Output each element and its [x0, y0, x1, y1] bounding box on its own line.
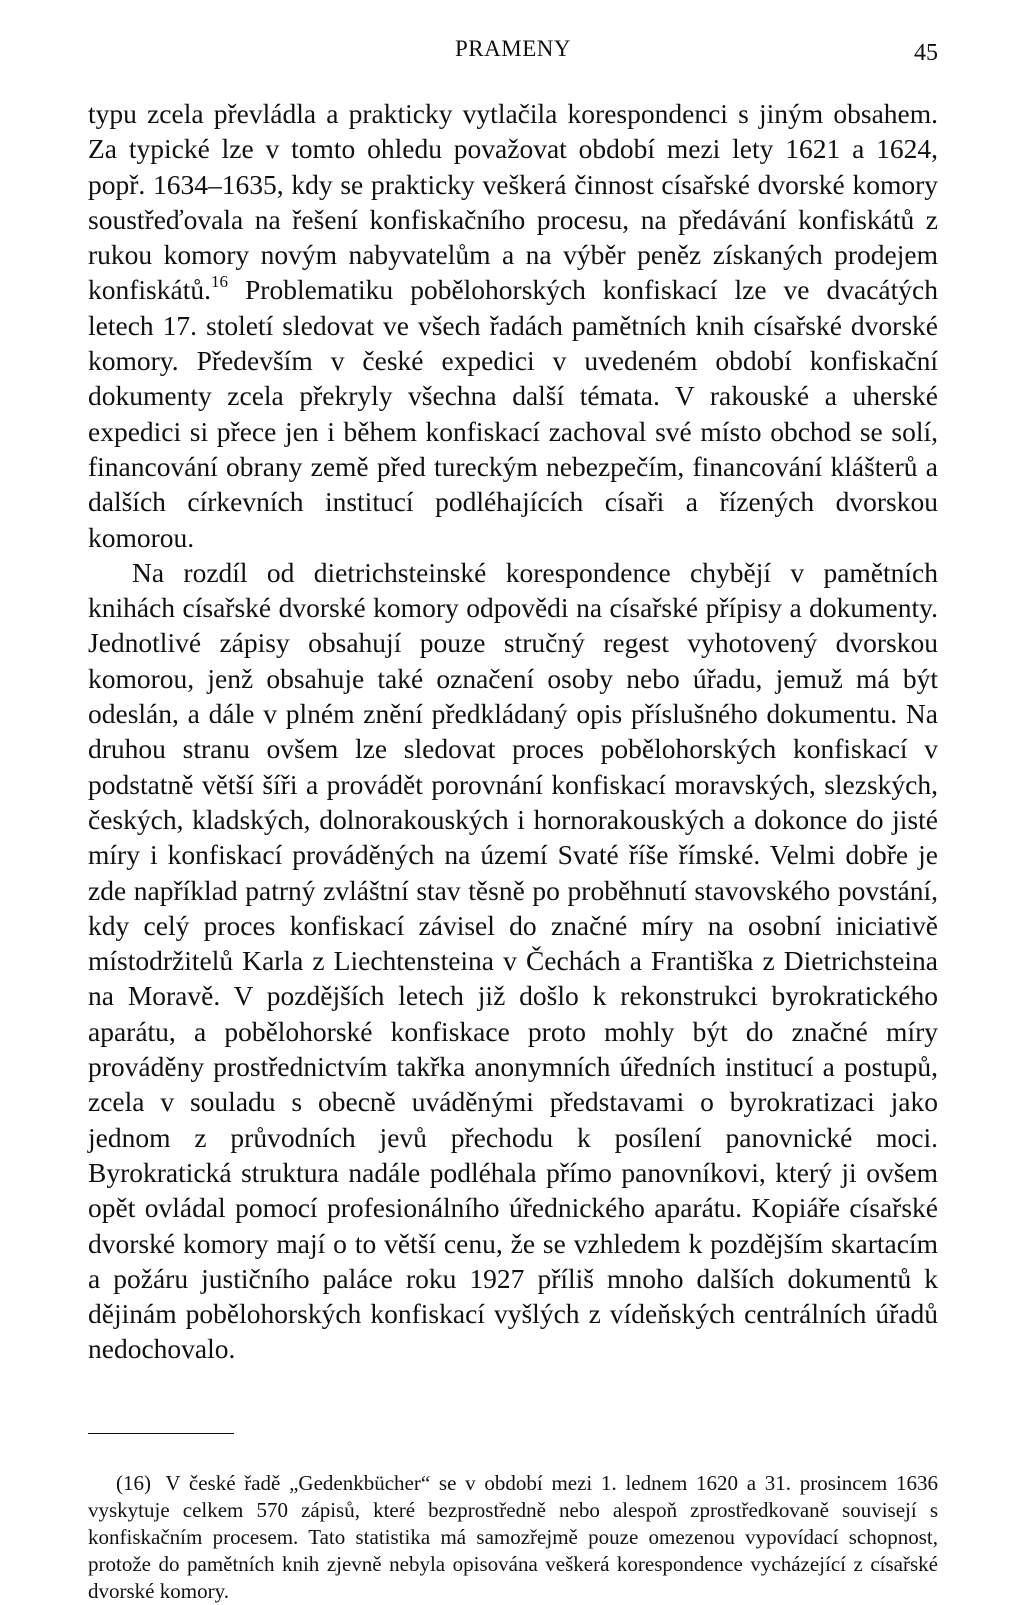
- paragraph-1-text-b: Problematiku pobělohorských konfiskací lze ve dvacátých letech 17. století sledovat ve všech řadách pamětních knih císařské dvorské komory. Především v české expedici v uvedeném období konfiskační dokumenty zcela překryly všechna další témata. V rakouské a uherské expedici si přece jen i během konfiskací zachoval své místo obchod se solí, financování obrany země před tureckým nebezpečím, financování klášterů a dalších církevních institucí podléhajících císaři a řízených dvorskou komorou.: [88, 274, 938, 553]
- footnote-marker: (16): [116, 1470, 151, 1495]
- footnote-reference[interactable]: 16: [210, 272, 228, 292]
- document-page: [88, 28, 938, 1605]
- footnote-16: [88, 1470, 938, 1605]
- running-head: PRAMENY: [455, 36, 571, 61]
- main-text: [88, 96, 938, 1367]
- paragraph-1: [88, 96, 938, 555]
- footnote-text: V české řadě „Gedenkbücher“ se v období mezi 1. lednem 1620 a 31. prosincem 1636 vyskytuje celkem 570 zápisů, které bezprostředně nebo alespoň zprostředkovaně souvisejí s konfiskačním procesem. Tato statistika má samozřejmě pouze omezenou vypovídací schopnost, protože do pamětních knih zjevně nebyla opisována veškerá korespondence vycházející z císařské dvorské komory.: [88, 1470, 938, 1603]
- page-header: [88, 28, 938, 68]
- paragraph-1-text-a: typu zcela převládla a prakticky vytlačila korespondenci s jiným obsahem. Za typické lze v tomto ohledu považovat období mezi lety 1621 a 1624, popř. 1634–1635, kdy se prakticky veškerá činnost císařské dvorské komory soustřeďovala na řešení konfiskačního procesu, na předávání konfiskátů z rukou komory novým nabyvatelům a na výběr peněz získaných prodejem konfiskátů.: [88, 98, 938, 306]
- page-number: 45: [914, 40, 938, 66]
- footnote-divider: [88, 1433, 234, 1434]
- paragraph-2: Na rozdíl od dietrichsteinské korespondence chybějí v pamětních knihách císařské dvorské komory odpovědi na císařské přípisy a dokumenty. Jednotlivé zápisy obsahují pouze stručný regest vyhotovený dvorskou komorou, jenž obsahuje také označení osoby nebo úřadu, jemuž má být odeslán, a dále v plném znění předkládaný opis příslušného dokumentu. Na druhou stranu ovšem lze sledovat proces pobělohorských konfiskací v podstatně větší šíři a provádět porovnání konfiskací moravských, slezských, českých, kladských, dolnorakouských i hornorakouských a dokonce do jisté míry i konfiskací prováděných na území Svaté říše římské. Velmi dobře je zde například patrný zvláštní stav těsně po proběhnutí stavovského povstání, kdy celý proces konfiskací závisel do značné míry na osobní iniciativě místodržitelů Karla z Liechtensteina v Čechách a Františka z Dietrichsteina na Moravě. V pozdějších letech již došlo k rekonstrukci byrokratického aparátu, a pobělohorské konfiskace proto mohly být do značné míry prováděny prostřednictvím takřka anonymních úředních institucí a postupů, zcela v souladu s obecně uváděnými představami o byrokratizaci jako jednom z průvodních jevů přechodu k posílení panovnické moci. Byrokratická struktura nadále podléhala přímo panovníkovi, který ji ovšem opět ovládal pomocí profesionálního úřednického aparátu. Kopiáře císařské dvorské komory mají o to větší cenu, že se vzhledem k pozdějším skartacím a požáru justičního paláce roku 1927 příliš mnoho dalších dokumentů k dějinám pobělohorských konfiskací vyšlých z vídeňských centrálních úřadů nedochovalo.: [88, 556, 938, 1365]
